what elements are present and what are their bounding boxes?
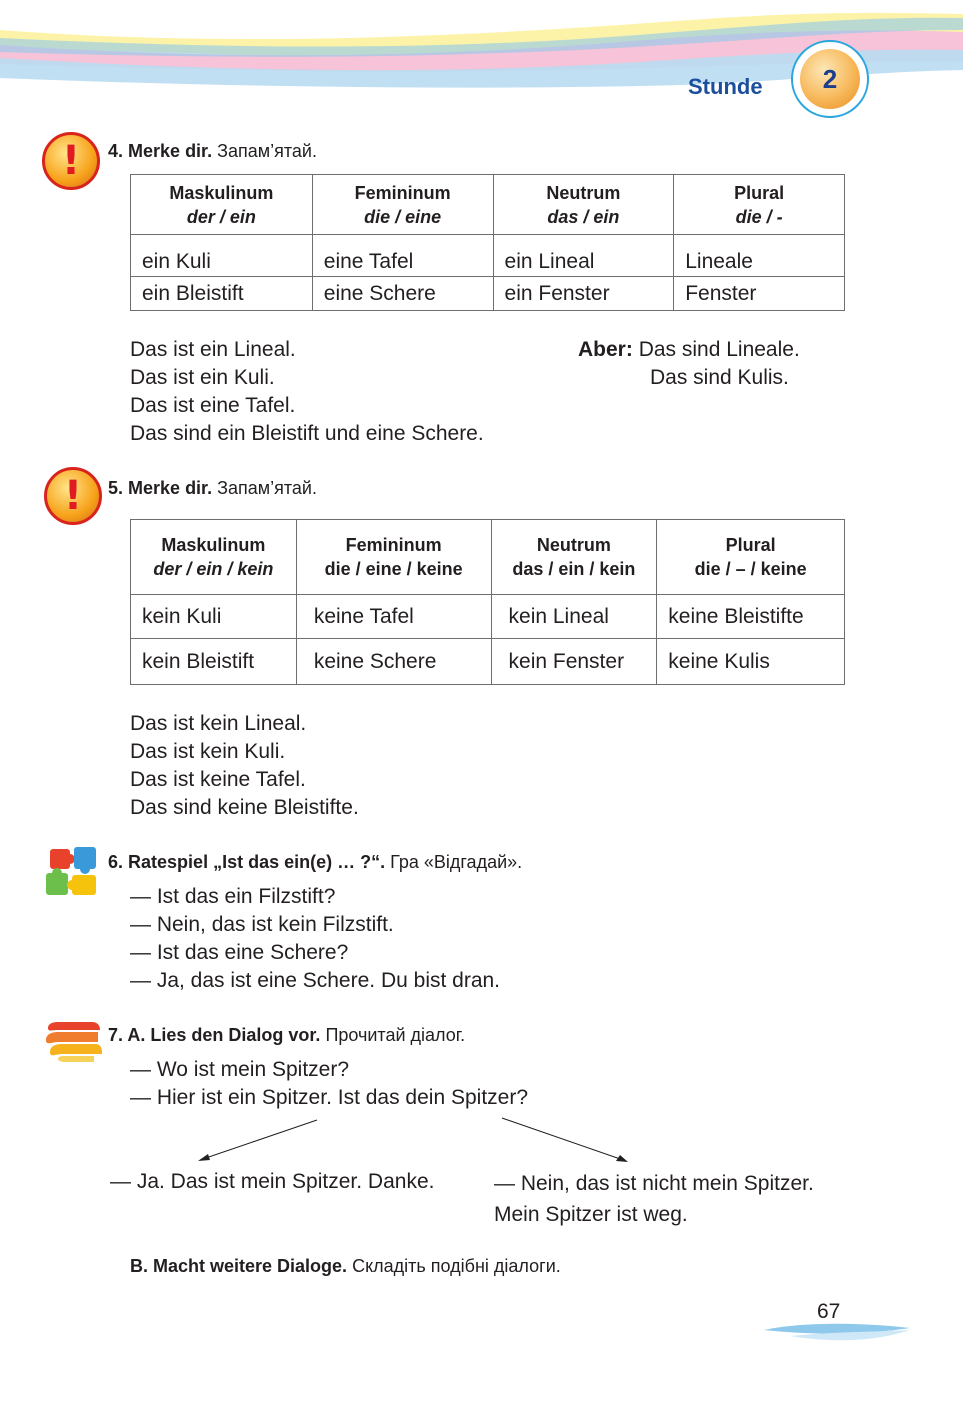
table-cell: Fenster bbox=[674, 277, 845, 311]
dialogue-line: — Nein, das ist kein Filzstift. bbox=[130, 913, 394, 936]
dialogue-line: — Ja, das ist eine Schere. Du bist dran. bbox=[130, 969, 501, 992]
ex6-title-ua: Гра «Відгадай». bbox=[390, 852, 523, 872]
ex6-heading bbox=[108, 852, 522, 873]
example-line: Das sind Lineale. bbox=[638, 338, 800, 361]
table-cell: ein Lineal bbox=[493, 235, 674, 277]
dialogue-line: — Ist das eine Schere? bbox=[130, 941, 349, 964]
example-line: Das ist kein Lineal. bbox=[130, 712, 307, 735]
table-row bbox=[131, 639, 845, 685]
table-cell: ein Kuli bbox=[131, 235, 313, 277]
table-cell: keine Tafel bbox=[296, 595, 491, 639]
lesson-label: Stunde bbox=[688, 74, 763, 99]
ex7-number: 7. A. bbox=[108, 1025, 146, 1045]
ex7-title-ua: Прочитай діалог. bbox=[325, 1025, 466, 1045]
dialogue-line: — Hier ist ein Spitzer. Ist das dein Spitzer? bbox=[130, 1086, 529, 1109]
ex5-number: 5. bbox=[108, 478, 124, 498]
ex4-heading bbox=[108, 141, 317, 162]
dialogue-line: Mein Spitzer ist weg. bbox=[494, 1203, 688, 1226]
table-cell: eine Schere bbox=[312, 277, 493, 311]
column-header: Maskulinum der / ein / kein bbox=[131, 520, 297, 595]
example-line: Das sind Kulis. bbox=[650, 366, 789, 389]
table-cell: kein Lineal bbox=[491, 595, 657, 639]
table-row bbox=[131, 595, 845, 639]
example-line: Das sind keine Bleistifte. bbox=[130, 796, 359, 819]
column-header: Femininum die / eine / keine bbox=[296, 520, 491, 595]
column-header: Plural die / – / keine bbox=[657, 520, 845, 595]
ex5-examples bbox=[130, 710, 359, 822]
ex6-dialogue bbox=[130, 883, 500, 995]
ex4-number: 4. bbox=[108, 141, 124, 161]
ex6-number: 6. bbox=[108, 852, 124, 872]
lesson-number: 2 bbox=[800, 49, 860, 109]
ex7-b-label: B. Macht weitere Dialoge. bbox=[130, 1256, 348, 1276]
example-line: Das ist eine Tafel. bbox=[130, 394, 296, 417]
dialogue-line: — Wo ist mein Spitzer? bbox=[130, 1058, 350, 1081]
aber-label: Aber: bbox=[578, 338, 633, 361]
table-cell: Lineale bbox=[674, 235, 845, 277]
table-cell: keine Schere bbox=[296, 639, 491, 685]
table-cell: keine Bleistifte bbox=[657, 595, 845, 639]
example-line: Das ist kein Kuli. bbox=[130, 740, 286, 763]
ex7-dialogue bbox=[130, 1056, 528, 1112]
ex5-title: Merke dir. bbox=[128, 478, 213, 498]
column-header: Neutrum das / ein / kein bbox=[491, 520, 657, 595]
ex7-title: Lies den Dialog vor. bbox=[150, 1025, 321, 1045]
footer-decoration bbox=[760, 1318, 920, 1348]
table-cell: ein Bleistift bbox=[131, 277, 313, 311]
column-header: Plural die / - bbox=[674, 175, 845, 235]
exclamation-icon: ! bbox=[42, 132, 100, 190]
column-header: Femininum die / eine bbox=[312, 175, 493, 235]
ex4-aber-examples bbox=[578, 336, 800, 392]
example-line: Das ist ein Lineal. bbox=[130, 338, 296, 361]
reading-icon bbox=[44, 1020, 104, 1064]
ex4-table bbox=[130, 174, 845, 311]
ex7-b-ua: Складіть подібні діалоги. bbox=[352, 1256, 561, 1276]
ex7-answer-no bbox=[494, 1168, 814, 1230]
table-cell: keine Kulis bbox=[657, 639, 845, 685]
example-line: Das ist ein Kuli. bbox=[130, 366, 275, 389]
dialogue-line: — Nein, das ist nicht mein Spitzer. bbox=[494, 1172, 814, 1195]
table-row bbox=[131, 277, 845, 311]
ex7-heading bbox=[108, 1025, 465, 1046]
ex7-part-b bbox=[130, 1256, 561, 1277]
lesson-number-badge bbox=[791, 40, 869, 118]
column-header: Maskulinum der / ein bbox=[131, 175, 313, 235]
table-cell: kein Kuli bbox=[131, 595, 297, 639]
ex4-title: Merke dir. bbox=[128, 141, 213, 161]
puzzle-icon bbox=[44, 845, 104, 900]
dialogue-line: — Ist das ein Filzstift? bbox=[130, 885, 336, 908]
table-row bbox=[131, 235, 845, 277]
ex5-title-ua: Запам’ятай. bbox=[217, 478, 317, 498]
example-line: Das ist keine Tafel. bbox=[130, 768, 306, 791]
ex4-examples bbox=[130, 336, 484, 448]
table-cell: kein Fenster bbox=[491, 639, 657, 685]
exclamation-icon: ! bbox=[44, 467, 102, 525]
ex5-table bbox=[130, 519, 845, 685]
example-line: Das sind ein Bleistift und eine Schere. bbox=[130, 422, 484, 445]
table-cell: kein Bleistift bbox=[131, 639, 297, 685]
ex7-answer-yes: — Ja. Das ist mein Spitzer. Danke. bbox=[110, 1170, 435, 1193]
table-cell: eine Tafel bbox=[312, 235, 493, 277]
ex6-title: Ratespiel „Ist das ein(e) … ?“. bbox=[128, 852, 386, 872]
column-header: Neutrum das / ein bbox=[493, 175, 674, 235]
table-cell: ein Fenster bbox=[493, 277, 674, 311]
dialogue-arrows bbox=[190, 1114, 640, 1170]
table-header-row bbox=[131, 520, 845, 595]
page-number: 67 bbox=[817, 1300, 841, 1323]
table-header-row bbox=[131, 175, 845, 235]
ex5-heading bbox=[108, 478, 317, 499]
ex4-title-ua: Запам’ятай. bbox=[217, 141, 317, 161]
